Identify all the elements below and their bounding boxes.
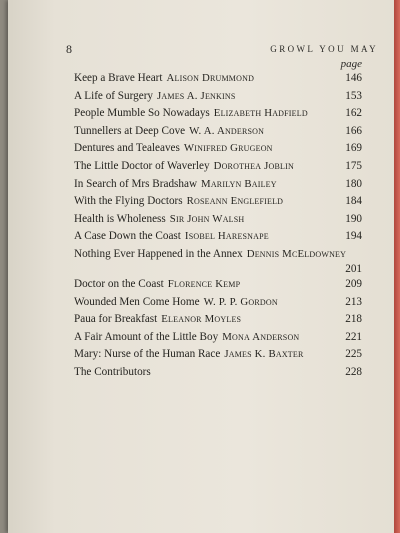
page-number: 8 xyxy=(66,42,72,56)
toc-entry-page: 184 xyxy=(345,195,362,208)
page-header xyxy=(66,42,378,58)
toc-entry-title-text: Nothing Ever Happened in the Annex xyxy=(74,247,243,260)
toc-entry-author: Florence Kemp xyxy=(167,277,241,290)
toc-entry-author: James A. Jenkins xyxy=(157,89,236,102)
toc-entry-page: 166 xyxy=(345,124,362,137)
toc-entry-title xyxy=(74,366,155,378)
toc-entry-title xyxy=(74,142,273,154)
toc-entry-title-text: With the Flying Doctors xyxy=(74,195,183,208)
toc-entry xyxy=(74,160,362,178)
toc-entry-title xyxy=(74,125,264,137)
toc-entry xyxy=(74,72,362,90)
toc-entry-author: Eleanor Moyles xyxy=(161,313,242,326)
toc-entry-title-text: Tunnellers at Deep Cove xyxy=(74,124,186,137)
toc-entry-author: Isobel Haresnape xyxy=(184,230,269,243)
toc-entry-page: 213 xyxy=(345,295,362,308)
toc-entry xyxy=(74,107,362,125)
toc-entry-author: Elizabeth Hadfield xyxy=(213,107,308,120)
toc-entry-author: Mona Anderson xyxy=(222,330,300,343)
book-page xyxy=(8,0,400,533)
toc-entry-title-text: People Mumble So Nowadays xyxy=(74,107,210,120)
toc-entry-title xyxy=(74,195,283,207)
toc-entry-title xyxy=(74,248,364,262)
toc-entry-title xyxy=(74,107,308,119)
toc-entry-page: 153 xyxy=(345,89,362,102)
toc-entry-page: 209 xyxy=(345,277,362,290)
page-column-label: page xyxy=(340,58,362,70)
toc-entry xyxy=(74,348,362,366)
toc-entry-page: 169 xyxy=(345,142,362,155)
toc-entry-title xyxy=(74,296,278,308)
toc-entry xyxy=(74,278,362,296)
toc-entry-page: 180 xyxy=(345,177,362,190)
toc-entry-author: W. P. P. Gordon xyxy=(203,295,278,308)
toc-entry xyxy=(74,195,362,213)
toc-entry-page: 201 xyxy=(345,262,362,275)
toc-entry-title xyxy=(74,90,236,102)
toc-entry xyxy=(74,248,362,278)
toc-entry-title xyxy=(74,313,241,325)
toc-entry xyxy=(74,142,362,160)
toc-entry-title-text: A Fair Amount of the Little Boy xyxy=(74,330,219,343)
toc-entry-author: Roseann Englefield xyxy=(186,195,284,208)
toc-entry-title xyxy=(74,160,294,172)
toc-entry-title-text: Mary: Nurse of the Human Race xyxy=(74,348,221,361)
toc-entry-page: 225 xyxy=(345,348,362,361)
toc-entry-author: Dennis McEldowney xyxy=(246,247,347,260)
toc-entry-author: James K. Baxter xyxy=(224,348,304,361)
toc-entry-author: Dorothea Joblin xyxy=(213,159,294,172)
toc-entry-page: 175 xyxy=(345,159,362,172)
toc-entry-author: Marilyn Bailey xyxy=(201,177,277,190)
toc-entry-page: 228 xyxy=(345,365,362,378)
toc-entry-title-text: The Contributors xyxy=(74,365,151,378)
toc-entry-page: 221 xyxy=(345,330,362,343)
toc-entry xyxy=(74,331,362,349)
toc-entry-title-text: A Life of Surgery xyxy=(74,89,154,102)
toc-entry-title xyxy=(74,230,269,242)
toc-entry-title-text: Doctor on the Coast xyxy=(74,277,164,290)
toc-entry-title xyxy=(74,72,254,84)
toc-entry-title xyxy=(74,178,277,190)
toc-entry-title-text: Paua for Breakfast xyxy=(74,313,158,326)
toc-entry-title xyxy=(74,213,244,225)
table-of-contents xyxy=(74,72,362,384)
toc-entry xyxy=(74,90,362,108)
book-cover-edge xyxy=(394,0,400,533)
toc-entry xyxy=(74,178,362,196)
toc-entry-title-text: The Little Doctor of Waverley xyxy=(74,159,210,172)
toc-entry-title-text: A Case Down the Coast xyxy=(74,230,181,243)
toc-entry-page: 190 xyxy=(345,212,362,225)
toc-entry-author: Alison Drummond xyxy=(166,72,255,84)
toc-entry-author: W. A. Anderson xyxy=(189,124,265,137)
toc-entry-page: 194 xyxy=(345,230,362,243)
toc-entry xyxy=(74,296,362,314)
toc-entry-author: Sir John Walsh xyxy=(169,212,245,225)
toc-entry-title xyxy=(74,348,304,360)
toc-entry-page: 218 xyxy=(345,313,362,326)
toc-entry xyxy=(74,125,362,143)
toc-entry-page: 146 xyxy=(345,72,362,84)
toc-entry-title-text: Health is Wholeness xyxy=(74,212,166,225)
toc-entry-author: Winifred Grugeon xyxy=(183,142,273,155)
toc-entry-title-text: Keep a Brave Heart xyxy=(74,72,163,84)
toc-entry-title-text: Dentures and Tealeaves xyxy=(74,142,180,155)
toc-entry xyxy=(74,313,362,331)
toc-entry-title xyxy=(74,278,240,290)
toc-entry xyxy=(74,230,362,248)
toc-entry-title-text: Wounded Men Come Home xyxy=(74,295,200,308)
toc-entry-title-text: In Search of Mrs Bradshaw xyxy=(74,177,198,190)
running-title: GROWL YOU MAY xyxy=(270,44,378,54)
toc-entry-title xyxy=(74,331,299,343)
toc-entry xyxy=(74,366,362,384)
toc-entry-page: 162 xyxy=(345,107,362,120)
toc-entry xyxy=(74,213,362,231)
